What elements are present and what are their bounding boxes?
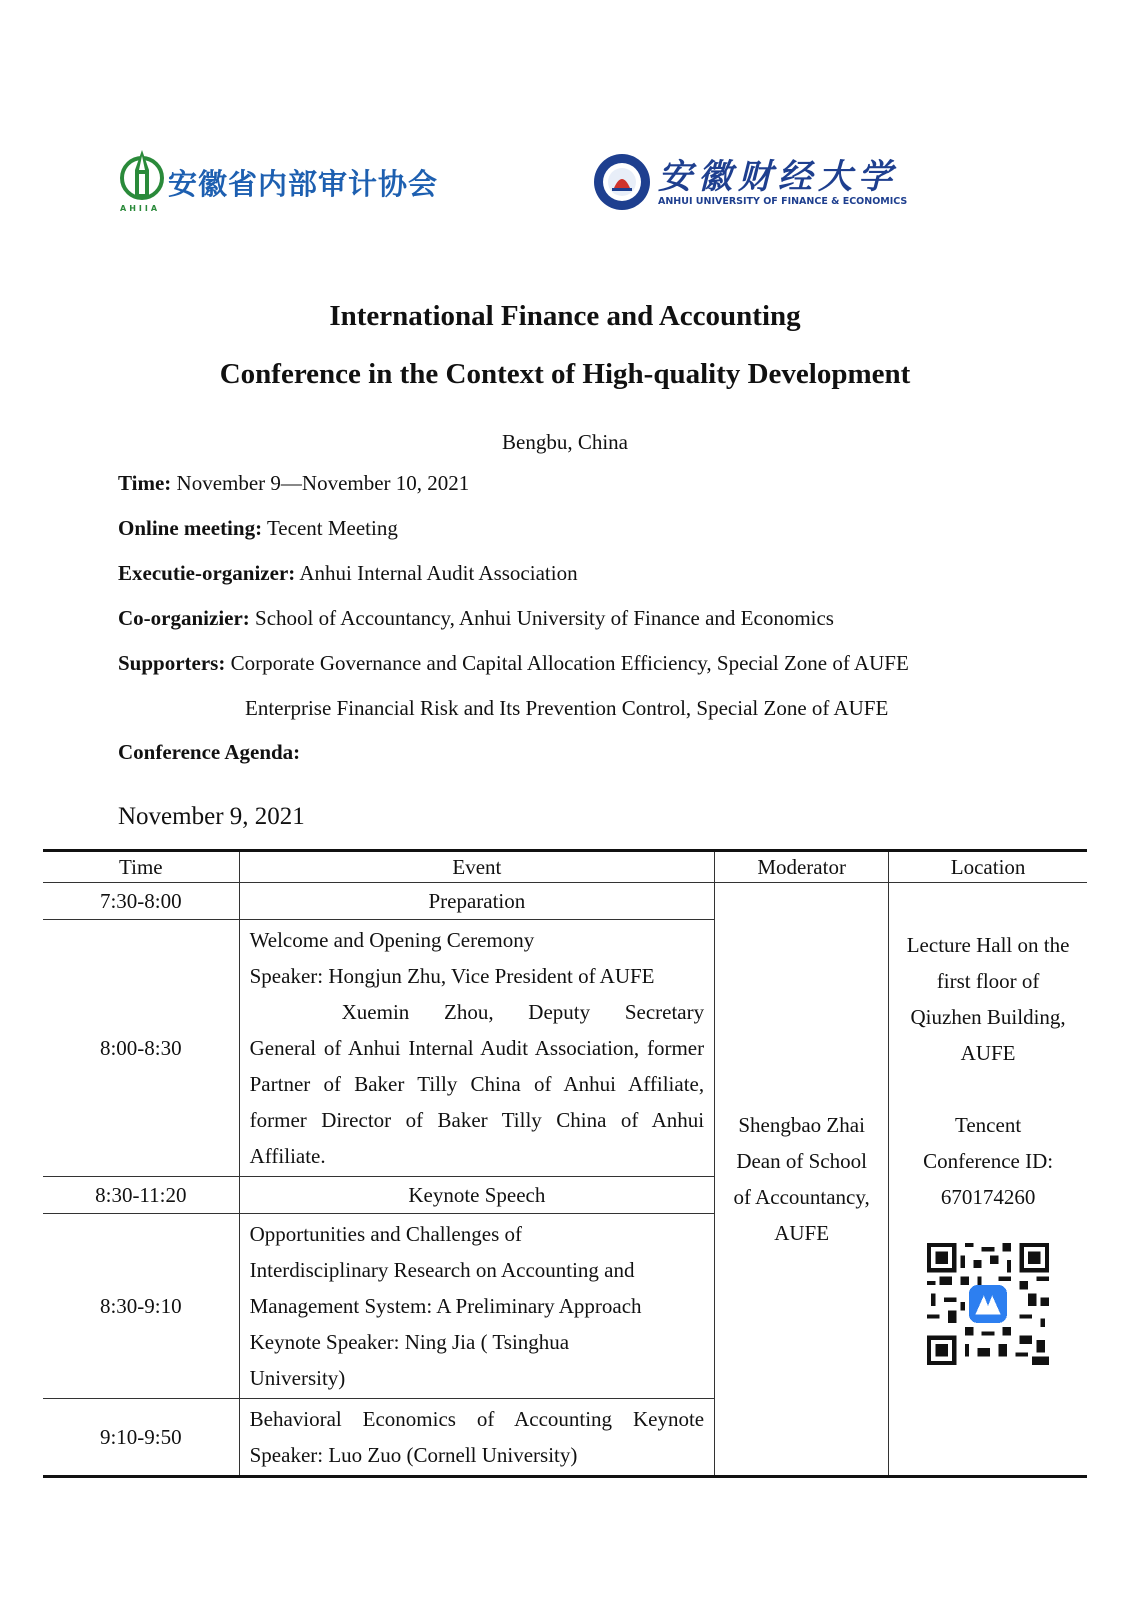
location-line: first floor of xyxy=(936,969,1040,993)
conference-place: Bengbu, China xyxy=(502,430,628,454)
ahiia-name: 安徽省内部审计协会 xyxy=(168,167,439,201)
info-online xyxy=(118,516,398,541)
row-time: 7:30-8:00 xyxy=(43,883,239,920)
info-agenda-label: Conference Agenda: xyxy=(118,740,301,764)
header-location: Location xyxy=(889,851,1087,883)
event-speaker-1: Speaker: Hongjun Zhu, Vice President of AUFE xyxy=(249,964,655,988)
event-line: Management System: A Preliminary Approach xyxy=(249,1294,642,1318)
location-line: Lecture Hall on the xyxy=(906,933,1070,957)
info-online-label: Online meeting: xyxy=(118,516,263,540)
moderator-line: Shengbao Zhai xyxy=(738,1113,865,1137)
agenda-table xyxy=(43,849,1087,1478)
event-speaker-2-first: Xuemin Zhou, Deputy Secretary xyxy=(341,1000,705,1024)
event-speaker-2-rest: General of Anhui Internal Audit Association, former Partner of Baker Tilly China of Anhui Affiliate, former Director of Baker Tilly China of Anhui Affiliate. xyxy=(249,1036,705,1168)
event-line: University) xyxy=(249,1366,346,1390)
header-time: Time xyxy=(43,851,239,883)
location-line: 670174260 xyxy=(940,1185,1036,1209)
info-time xyxy=(118,471,469,496)
ahiia-abbrev: AHIIA xyxy=(120,204,161,213)
info-supporters-value-2: Enterprise Financial Risk and Its Prevention Control, Special Zone of AUFE xyxy=(245,696,889,720)
info-exec-label: Executie-organizer: xyxy=(118,561,296,585)
event-title: Welcome and Opening Ceremony xyxy=(249,928,535,952)
info-supporters xyxy=(118,651,909,676)
location-line: Qiuzhen Building, xyxy=(910,1005,1066,1029)
title-line-2: Conference in the Context of High-quality Development xyxy=(219,358,911,390)
info-supporters-value-1: Corporate Governance and Capital Allocation Efficiency, Special Zone of AUFE xyxy=(225,651,909,675)
row-event: Keynote Speech xyxy=(239,1177,714,1214)
moderator-line: of Accountancy, xyxy=(733,1185,870,1209)
table-header-row xyxy=(43,851,1087,883)
moderator-cell xyxy=(715,883,889,1477)
info-exec-value: Anhui Internal Audit Association xyxy=(295,561,578,585)
info-co-label: Co-organizier: xyxy=(118,606,250,630)
qr-code-icon[interactable] xyxy=(927,1243,1049,1365)
aufe-english-name: ANHUI UNIVERSITY OF FINANCE & ECONOMICS xyxy=(658,195,908,207)
header-event: Event xyxy=(239,851,714,883)
title-line-1: International Finance and Accounting xyxy=(329,300,801,332)
moderator-line: Dean of School xyxy=(736,1149,867,1173)
aufe-seal-icon xyxy=(592,152,652,212)
info-co-organizer xyxy=(118,606,834,631)
row-event: Preparation xyxy=(239,883,714,920)
row-event xyxy=(239,1214,714,1399)
ahiia-emblem-icon xyxy=(118,148,166,214)
row-event xyxy=(239,920,714,1177)
info-time-value: November 9—November 10, 2021 xyxy=(171,471,470,495)
location-cell xyxy=(889,883,1087,1477)
table-row xyxy=(43,883,1087,920)
event-line: Interdisciplinary Research on Accounting and xyxy=(249,1258,635,1282)
location-line: Tencent xyxy=(955,1113,1022,1137)
row-time: 8:30-11:20 xyxy=(43,1177,239,1214)
row-time: 8:30-9:10 xyxy=(43,1214,239,1399)
info-time-label: Time: xyxy=(118,471,172,495)
info-supporters-label: Supporters: xyxy=(118,651,226,675)
info-agenda xyxy=(118,740,300,765)
event-line: Opportunities and Challenges of xyxy=(249,1222,522,1246)
event-line: Keynote Speaker: Ning Jia ( Tsinghua xyxy=(249,1330,570,1354)
ahiia-logo xyxy=(118,148,438,214)
location-line: AUFE xyxy=(960,1041,1016,1065)
info-executive-organizer xyxy=(118,561,578,586)
location-line: Conference ID: xyxy=(923,1149,1054,1173)
info-online-value: Tecent Meeting xyxy=(262,516,398,540)
info-co-value: School of Accountancy, Anhui University of Finance and Economics xyxy=(249,606,834,630)
aufe-chinese-name: 安徽财经大学 xyxy=(658,156,898,197)
row-event: Behavioral Economics of Accounting Keynote Speaker: Luo Zuo (Cornell University) xyxy=(239,1399,714,1477)
row-time: 8:00-8:30 xyxy=(43,920,239,1177)
aufe-logo xyxy=(592,152,907,212)
agenda-date: November 9, 2021 xyxy=(118,803,305,830)
header-moderator: Moderator xyxy=(715,851,889,883)
row-time: 9:10-9:50 xyxy=(43,1399,239,1477)
moderator-line: AUFE xyxy=(774,1221,830,1245)
